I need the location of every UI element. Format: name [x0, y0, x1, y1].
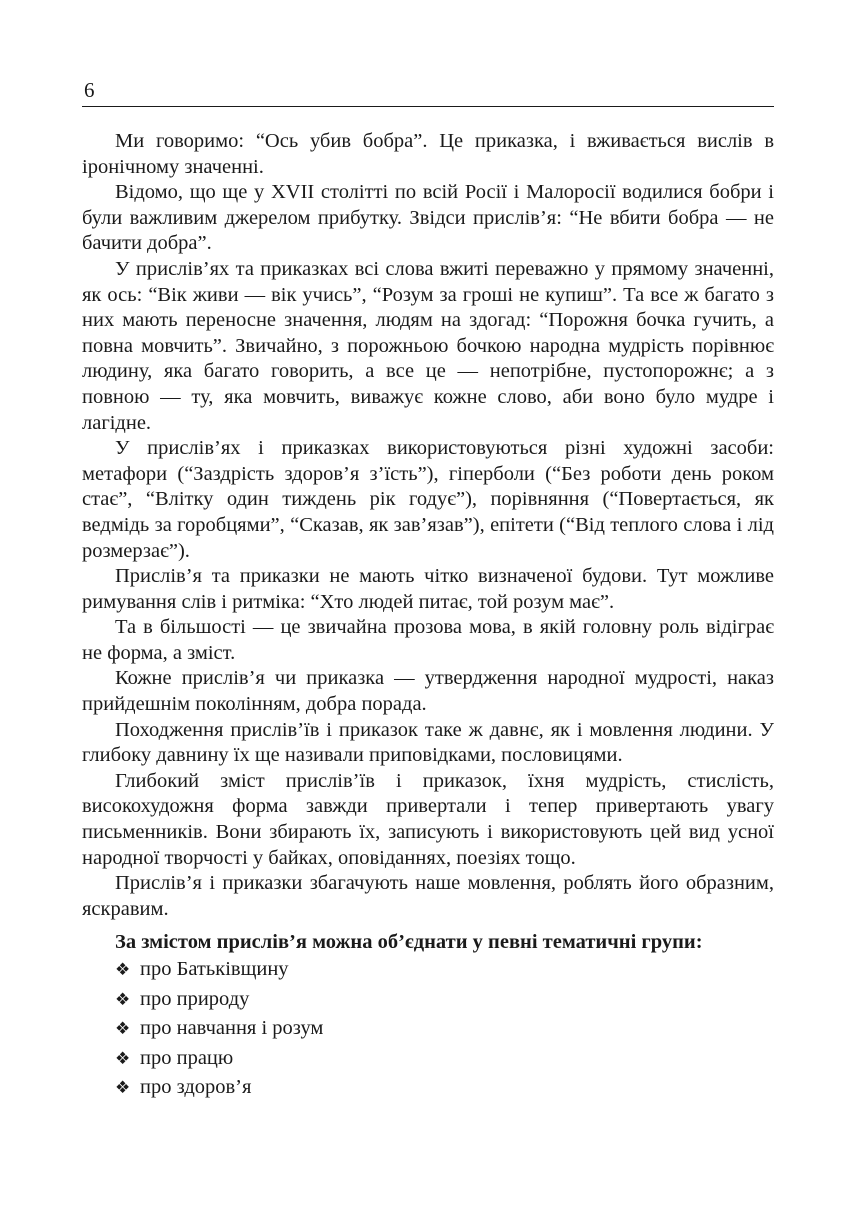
- list-item: [115, 1014, 774, 1044]
- header-rule: [82, 106, 774, 107]
- body-text: [82, 129, 774, 922]
- paragraph: Кожне прислів’я чи приказка — утвердження народної мудрості, наказ прийдешнім поколінням, добра порада.: [82, 667, 774, 716]
- list-item: [115, 955, 774, 985]
- paragraph: Та в більшості — це звичайна прозова мова, в якій головну роль відіграє не форма, а зміст.: [82, 616, 774, 664]
- list-item-label: про Батьківщину: [140, 958, 289, 980]
- paragraph: Походження прислів’їв і приказок таке ж давнє, як і мовлення людини. У глибоку давнину їх ще називали приповідками, пословицями.: [82, 718, 774, 767]
- paragraph: У прислів’ях і приказках використовуються різні художні засоби: метафори (“Заздрість здоров’я з’їсть”), гіперболи (“Без роботи день роком стає”, “Влітку один тиждень рік годує”), порівняння (“Повертається, як ведмідь за горобцями”, “Сказав, як зав’язав”), епітети (“Від теплого слова і лід розмерзає”).: [82, 437, 774, 562]
- diamond-bullet-icon: ❖: [115, 960, 131, 979]
- list-item: [115, 1044, 774, 1074]
- paragraph: Прислів’я та приказки не мають чітко визначеної будови. Тут можливе римування слів і ритміка: “Хто людей питає, той розум має”.: [82, 565, 774, 613]
- list-item: [115, 985, 774, 1015]
- topic-groups-heading: За змістом прислів’я можна об’єднати у певні тематичні групи:: [115, 931, 703, 953]
- list-item-label: про навчання і розум: [140, 1017, 324, 1040]
- paragraph: Ми говоримо: “Ось убив бобра”. Це приказка, і вживається вислів в іронічному значенні.: [82, 130, 774, 178]
- list-item-label: про природу: [140, 987, 250, 1010]
- list-item: [115, 1073, 774, 1103]
- topic-groups-section: [82, 929, 774, 1103]
- diamond-bullet-icon: ❖: [115, 989, 131, 1009]
- paragraph: Відомо, що ще у XVII столітті по всій Росії і Малоросії водилися бобри і були важливим джерелом прибутку. Звідси прислів’я: “Не вбити бобра — не бачити добра”.: [82, 181, 774, 255]
- paragraph: У прислів’ях та приказках всі слова вжиті переважно у прямому значенні, як ось: “Вік живи — вік учись”, “Розум за гроші не купиш”. Та все ж багато з них мають переносне значення, людям на здогад: “Порожня бочка гучить, а повна мовчить”. Звичайно, з порожньою бочкою народна мудрість порівнює людину, яка багато говорить, а все це — непотрібне, пустопорожнє; а з повною — ту, яка мовчить, виважує кожне слово, аби воно було мудре і лагідне.: [82, 257, 774, 434]
- paragraph: Глибокий зміст прислів’їв і приказок, їхня мудрість, стислість, високохудожня форма завжди привертали і тепер привертають увагу письменників. Вони збирають їх, записують і використовують цей вид усної народної творчості у байках, оповіданнях, поезіях тощо.: [82, 769, 774, 869]
- topic-list: [82, 955, 774, 1103]
- list-item-label: про здоров’я: [140, 1076, 252, 1099]
- page-number: 6: [84, 78, 95, 102]
- list-item-label: про працю: [140, 1046, 234, 1069]
- diamond-bullet-icon: ❖: [115, 1078, 131, 1098]
- paragraph: Прислів’я і приказки збагачують наше мовлення, роблять його образним, яскравим.: [82, 872, 774, 920]
- diamond-bullet-icon: ❖: [115, 1048, 131, 1068]
- diamond-bullet-icon: ❖: [115, 1019, 131, 1039]
